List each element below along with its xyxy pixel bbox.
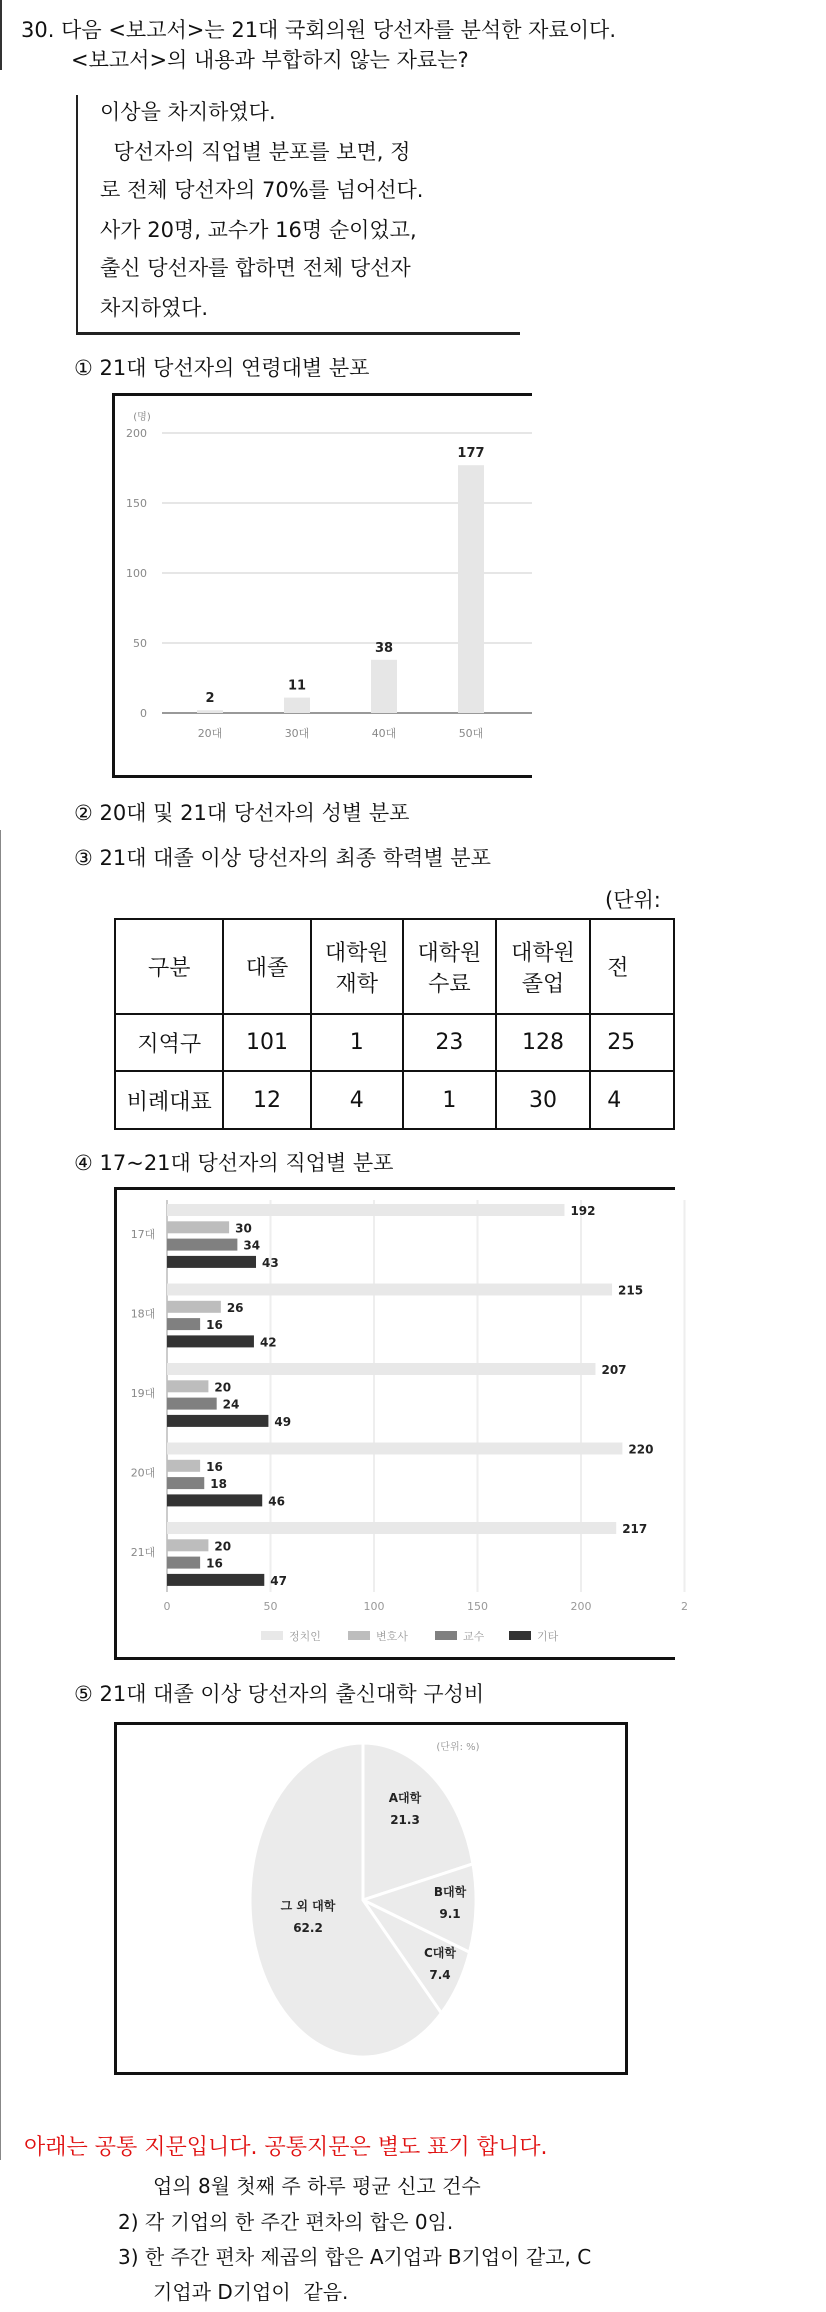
report-line: 사가 20명, 교수가 16명 순이었고, — [100, 218, 417, 242]
slice-label: B대학 — [433, 1885, 467, 1899]
table-cell: 12 — [223, 1071, 310, 1129]
legend-swatch — [509, 1631, 531, 1640]
x-tick-label: 40대 — [371, 727, 397, 740]
occupation-bar-chart — [114, 1187, 688, 1660]
bar-value-label: 20 — [214, 1539, 232, 1554]
table-header-row — [115, 919, 674, 1014]
legend-label: 변호사 — [376, 1630, 408, 1643]
report-line: 로 전체 당선자의 70%를 넘어선다. — [100, 178, 424, 202]
legend-swatch — [348, 1631, 370, 1640]
university-chart — [114, 1722, 628, 2075]
bar-value-label: 16 — [206, 1459, 223, 1474]
bar — [167, 1494, 262, 1506]
report-line: 이상을 차지하였다. — [100, 100, 276, 124]
header-text: 수료 — [428, 971, 471, 997]
question-line-1: 30. 다음 <보고서>는 21대 국회의원 당선자를 분석한 자료이다. — [21, 18, 617, 42]
bar-value-label: 26 — [226, 1300, 244, 1315]
bar-value-label: 34 — [243, 1238, 261, 1253]
bar-value-label: 42 — [259, 1335, 277, 1350]
bar-value-label: 47 — [270, 1573, 287, 1588]
bar-value-label: 24 — [222, 1397, 240, 1412]
bar-value-label: 177 — [457, 446, 485, 462]
option-3-label[interactable]: ③ 21대 대졸 이상 당선자의 최종 학력별 분포 — [74, 846, 491, 870]
bar-value-label: 192 — [570, 1204, 596, 1218]
table-header-cell: 전 — [590, 919, 674, 1014]
option-4-label[interactable]: ④ 17~21대 당선자의 직업별 분포 — [74, 1151, 394, 1175]
bar-value-label: 215 — [618, 1283, 644, 1298]
bar-value-label: 20 — [214, 1380, 232, 1395]
passage-line: 기업과 D기업이 같음. — [153, 2280, 349, 2304]
category-label: 21대 — [130, 1546, 156, 1559]
table-header-cell — [311, 919, 403, 1014]
bar — [167, 1460, 200, 1472]
bar-value-label: 46 — [268, 1494, 285, 1509]
option-2-label[interactable]: ② 20대 및 21대 당선자의 성별 분포 — [74, 801, 410, 825]
table-cell: 4 — [311, 1071, 403, 1129]
header-text: 졸업 — [521, 971, 565, 997]
table-row — [115, 1014, 674, 1071]
table-cell: 128 — [496, 1014, 590, 1071]
option-5-label[interactable]: ⑤ 21대 대졸 이상 당선자의 출신대학 구성비 — [74, 1682, 485, 1706]
legend-label: 정치인 — [289, 1630, 321, 1643]
x-tick-label: 100 — [363, 1600, 385, 1613]
y-tick-label: 100 — [126, 567, 147, 580]
bar — [167, 1204, 564, 1216]
bar — [167, 1318, 200, 1330]
table-cell: 101 — [223, 1014, 310, 1071]
category-label: 17대 — [130, 1228, 156, 1241]
bar — [167, 1522, 616, 1534]
passage-line: 2) 각 기업의 한 주간 편차의 합은 0임. — [118, 2210, 454, 2234]
table-cell: 비례대표 — [115, 1071, 223, 1129]
x-tick-label: 0 — [163, 1600, 171, 1613]
y-tick-label: 0 — [140, 707, 147, 720]
table-header-cell — [403, 919, 496, 1014]
slice-value-label: 7.4 — [429, 1968, 451, 1982]
x-tick-label: 50 — [263, 1600, 278, 1613]
bar — [167, 1363, 595, 1375]
slice-label: A대학 — [388, 1791, 422, 1805]
slice-value-label: 62.2 — [293, 1921, 323, 1935]
table-cell: 지역구 — [115, 1014, 223, 1071]
y-tick-label: 150 — [126, 497, 147, 510]
legend-swatch — [261, 1631, 283, 1640]
bar-value-label: 43 — [262, 1255, 279, 1270]
bar — [167, 1477, 204, 1489]
table-header-cell: 대졸 — [223, 919, 310, 1014]
passage-line: 3) 한 주간 편차 제곱의 합은 A기업과 B기업이 같고, C — [118, 2245, 592, 2269]
bar-value-label: 16 — [206, 1318, 223, 1333]
x-tick-label: 50대 — [458, 727, 484, 740]
table-cell: 1 — [311, 1014, 403, 1071]
bar-value-label: 16 — [206, 1556, 223, 1571]
legend-label: 기타 — [537, 1630, 559, 1643]
bar — [167, 1239, 237, 1251]
legend-label: 교수 — [463, 1630, 485, 1643]
bar — [167, 1380, 208, 1392]
x-tick-label: 30대 — [284, 727, 310, 740]
bar-value-label: 220 — [628, 1442, 654, 1457]
unit-label: (단위: %) — [436, 1742, 480, 1753]
header-text: 대학원 — [511, 940, 575, 966]
university-pie-chart — [114, 1722, 628, 2075]
bar — [167, 1301, 221, 1313]
slice-value-label: 21.3 — [390, 1813, 420, 1827]
header-text: 재학 — [335, 971, 378, 997]
bar-value-label: 2 — [205, 691, 215, 707]
table-header-cell: 구분 — [115, 919, 223, 1014]
table-cell: 25 — [590, 1014, 674, 1071]
slice-label: 그 외 대학 — [280, 1899, 336, 1913]
y-tick-label: 50 — [133, 637, 147, 650]
bar-value-label: 11 — [287, 678, 307, 694]
table-header-cell — [496, 919, 590, 1014]
bar-value-label: 49 — [274, 1414, 292, 1429]
slice-label: C대학 — [424, 1946, 456, 1960]
bar — [167, 1574, 264, 1586]
category-label: 18대 — [130, 1307, 156, 1321]
bar — [167, 1398, 217, 1410]
bar — [167, 1539, 208, 1551]
bar-value-label: 207 — [601, 1363, 627, 1377]
report-line: 당선자의 직업별 분포를 보면, 정 — [100, 140, 411, 164]
x-tick-label: 200 — [570, 1600, 592, 1613]
report-line: 출신 당선자를 합하면 전체 당선자 — [100, 256, 411, 280]
table-unit: (단위: — [605, 888, 661, 912]
y-axis-unit: (명) — [133, 412, 151, 423]
education-table — [114, 918, 675, 1130]
bar — [167, 1221, 229, 1233]
bar — [167, 1284, 612, 1296]
x-tick-label: 150 — [467, 1600, 488, 1613]
bar — [167, 1557, 200, 1569]
table-cell: 4 — [590, 1071, 674, 1129]
passage-line: 업의 8월 첫째 주 하루 평균 신고 건수 — [153, 2174, 481, 2198]
category-label: 19대 — [130, 1387, 156, 1400]
x-tick-label: 20대 — [197, 727, 223, 740]
header-text: 대학원 — [417, 940, 482, 966]
option-1-label[interactable]: ① 21대 당선자의 연령대별 분포 — [74, 356, 370, 380]
occupation-chart — [114, 1187, 688, 1660]
bar-value-label: 217 — [622, 1522, 648, 1536]
common-passage-notice: 아래는 공통 지문입니다. 공통지문은 별도 표기 합니다. — [24, 2135, 548, 2160]
table-row — [115, 1071, 674, 1129]
bar — [167, 1335, 254, 1347]
slice-value-label: 9.1 — [439, 1907, 461, 1921]
bar-value-label: 18 — [210, 1477, 227, 1492]
bar-value-label: 38 — [374, 640, 394, 656]
report-line: 차지하였다. — [100, 296, 209, 320]
category-label: 20대 — [130, 1466, 156, 1480]
bar-value-label: 30 — [235, 1221, 252, 1236]
table-cell: 30 — [496, 1071, 590, 1129]
bar — [167, 1415, 268, 1427]
bar — [167, 1256, 256, 1268]
table-cell: 1 — [403, 1071, 496, 1129]
y-tick-label: 200 — [126, 427, 147, 440]
header-text: 대학원 — [324, 940, 389, 966]
bar — [167, 1443, 622, 1455]
table-cell: 23 — [403, 1014, 496, 1071]
x-tick-label: 2 — [681, 1600, 688, 1613]
question-line-2: <보고서>의 내용과 부합하지 않는 자료는? — [71, 48, 469, 72]
legend-swatch — [435, 1631, 457, 1640]
